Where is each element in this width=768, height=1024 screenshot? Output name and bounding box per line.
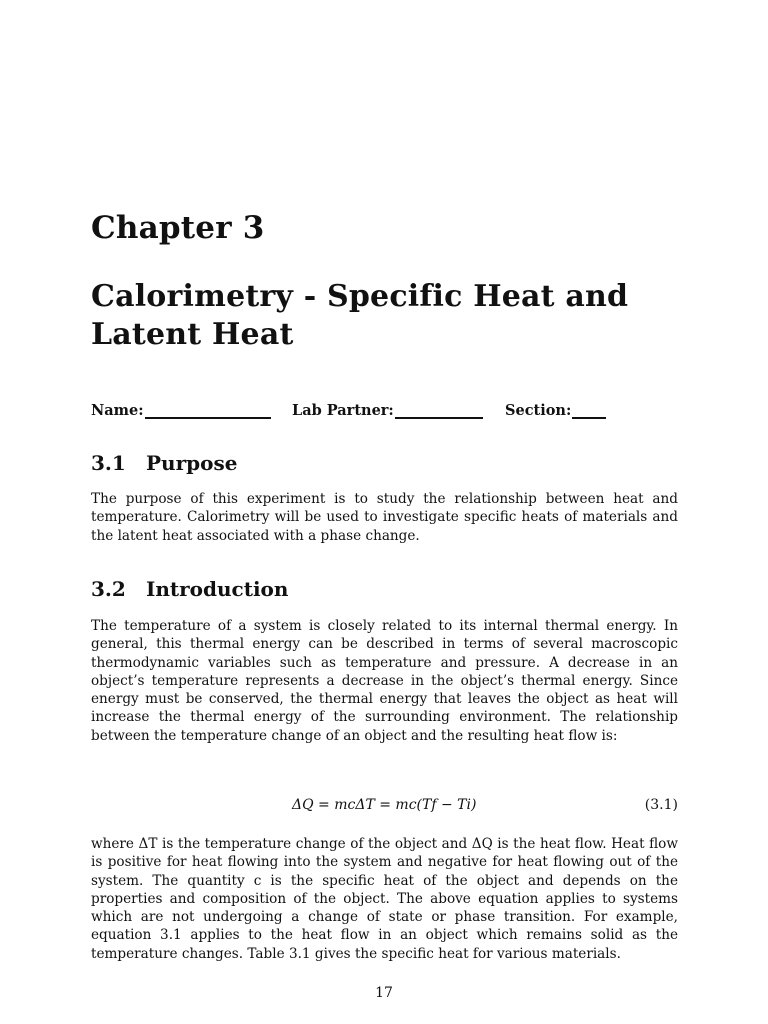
- name-field[interactable]: [91, 402, 271, 419]
- section-title: Introduction: [146, 577, 289, 601]
- lab-partner-blank[interactable]: [395, 403, 483, 419]
- section-title: Purpose: [146, 451, 238, 475]
- section-heading-purpose: [91, 451, 237, 475]
- equation-body: ΔQ = mcΔT = mc(Tf − Ti): [292, 797, 477, 813]
- introduction-paragraph-2: where ΔT is the temperature change of the object and ΔQ is the heat flow. Heat flow is positive for heat flowing into the system and negative for heat flowing out of the system. The quantity c is the specific heat of the object and depends on the properties and composition of the object. The above equation applies to systems which are not undergoing a change of state or phase transition. For example, equation 3.1 applies to the heat flow in an object which remains solid as the temperature changes. Table 3.1 gives the specific heat for various materials.: [91, 836, 678, 962]
- introduction-paragraph-1: The temperature of a system is closely related to its internal thermal energy. In general, this thermal energy can be described in terms of several macroscopic thermodynamic variables such as temperature and pressure. A decrease in an object’s temperature represents a decrease in the object’s thermal energy. Since energy must be conserved, the thermal energy that leaves the object as heat will increase the thermal energy of the surrounding environment. The relationship between the temperature change of an object and the resulting heat flow is:: [91, 618, 678, 744]
- purpose-paragraph: The purpose of this experiment is to study the relationship between heat and temperature. Calorimetry will be used to investigate specific heats of materials and the latent heat associated with a phase change.: [91, 491, 678, 544]
- page-number: 17: [375, 985, 393, 1001]
- chapter-title: Calorimetry - Specific Heat and Latent Heat: [91, 279, 629, 352]
- section-blank[interactable]: [572, 403, 606, 419]
- section-number: 3.2: [91, 577, 126, 601]
- chapter-label: Chapter 3: [91, 210, 265, 246]
- section-field[interactable]: [505, 402, 606, 419]
- section-heading-introduction: [91, 577, 288, 601]
- lab-partner-label: Lab Partner:: [292, 402, 394, 419]
- section-number: 3.1: [91, 451, 126, 475]
- equation-3-1: [91, 797, 678, 817]
- equation-number: (3.1): [644, 797, 678, 813]
- name-label: Name:: [91, 402, 144, 419]
- section-label: Section:: [505, 402, 572, 419]
- student-info-fields: [91, 402, 691, 422]
- lab-partner-field[interactable]: [292, 402, 483, 419]
- name-blank[interactable]: [145, 403, 271, 419]
